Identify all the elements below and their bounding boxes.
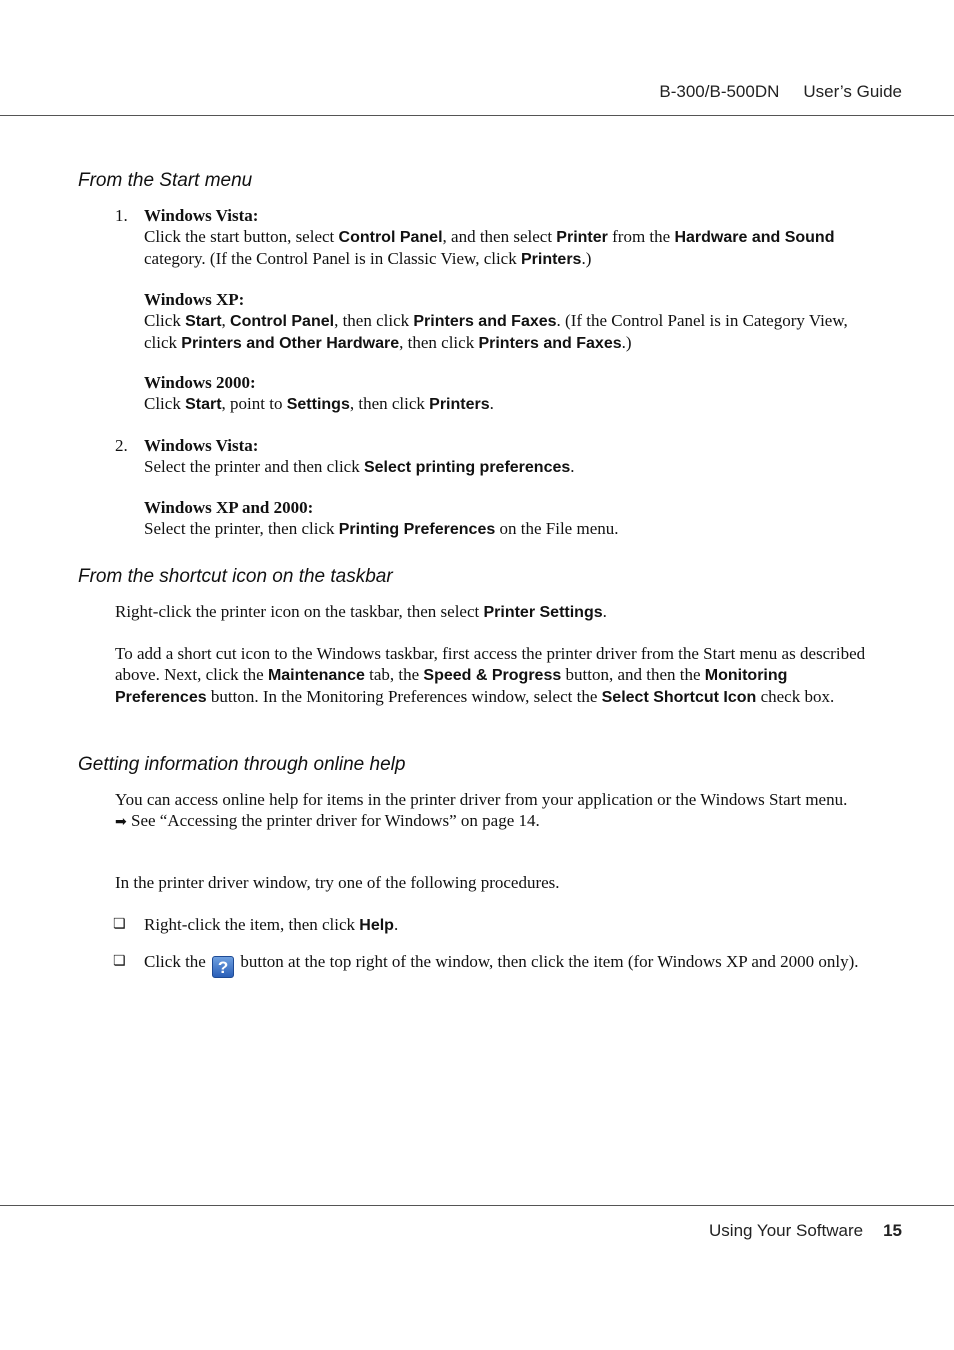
step-text: Select the printer and then click Select printing preferences. bbox=[144, 457, 575, 476]
list-item-right-click: Right-click the item, then click Help. bbox=[144, 915, 399, 934]
checkbox-bullet-icon: ❏ bbox=[113, 916, 126, 932]
cross-reference bbox=[115, 810, 877, 833]
arrow-right-icon: ➡ bbox=[115, 814, 127, 830]
os-label: Windows 2000: bbox=[144, 373, 256, 392]
step-text: Click the start button, select Control Panel, and then select Printer from the Hardware and Sound category. (If the Control Panel is in Classic View, click Printers.) bbox=[144, 227, 835, 268]
paragraph-procedures: In the printer driver window, try one of the following procedures. bbox=[115, 873, 560, 892]
paragraph-online-help: You can access online help for items in the printer driver from your application or the Windows Start menu. ➡ See “Accessing the printer driver for Windows” on page 14. bbox=[115, 789, 877, 833]
step-text: Click Start, point to Settings, then click Printers. bbox=[144, 394, 494, 413]
heading-start-menu: From the Start menu bbox=[78, 170, 253, 191]
running-footer bbox=[709, 1221, 902, 1241]
running-header bbox=[659, 82, 902, 102]
cross-reference-link[interactable]: See “Accessing the printer driver for Windows” on page 14. bbox=[126, 811, 540, 830]
list-item-help-button: Click the ? button at the top right of the window, then click the item (for Windows XP and 2000 only). bbox=[144, 952, 859, 977]
step-2-xp2000 bbox=[144, 497, 879, 540]
heading-online-help: Getting information through online help bbox=[78, 754, 406, 775]
header-guide: User’s Guide bbox=[803, 82, 902, 101]
heading-shortcut-icon: From the shortcut icon on the taskbar bbox=[78, 566, 393, 587]
help-question-icon: ? bbox=[212, 956, 234, 978]
step-2-vista bbox=[144, 435, 879, 478]
paragraph-printer-settings: Right-click the printer icon on the taskbar, then select Printer Settings. bbox=[115, 602, 607, 621]
header-model: B-300/B-500DN bbox=[659, 82, 780, 101]
step-text: Click Start, Control Panel, then click Printers and Faxes. (If the Control Panel is in Category View, click Printers and Other Hardware, then click Printers and Faxes.) bbox=[144, 311, 848, 352]
paragraph-shortcut-instructions: To add a short cut icon to the Windows taskbar, first access the printer driver from the Start menu as described above. Next, click the Maintenance tab, the Speed & Progress button, and then the Monitoring Preferences button. In the Monitoring Preferences window, select the Select Shortcut Icon check box. bbox=[115, 644, 866, 706]
step-text: Select the printer, then click Printing Preferences on the File menu. bbox=[144, 519, 619, 538]
list-number-1: 1. bbox=[115, 206, 128, 225]
checkbox-bullet-icon: ❏ bbox=[113, 953, 126, 969]
os-label: Windows Vista: bbox=[144, 436, 259, 455]
os-label: Windows XP and 2000: bbox=[144, 498, 314, 517]
footer-rule bbox=[0, 1205, 954, 1206]
os-label: Windows XP: bbox=[144, 290, 245, 309]
step-1-2000 bbox=[144, 372, 879, 415]
step-1-xp bbox=[144, 289, 879, 354]
header-rule bbox=[0, 115, 954, 116]
os-label: Windows Vista: bbox=[144, 206, 259, 225]
footer-section: Using Your Software bbox=[709, 1221, 864, 1240]
list-number-2: 2. bbox=[115, 436, 128, 455]
page-number: 15 bbox=[883, 1221, 902, 1240]
step-1-vista bbox=[144, 205, 879, 270]
